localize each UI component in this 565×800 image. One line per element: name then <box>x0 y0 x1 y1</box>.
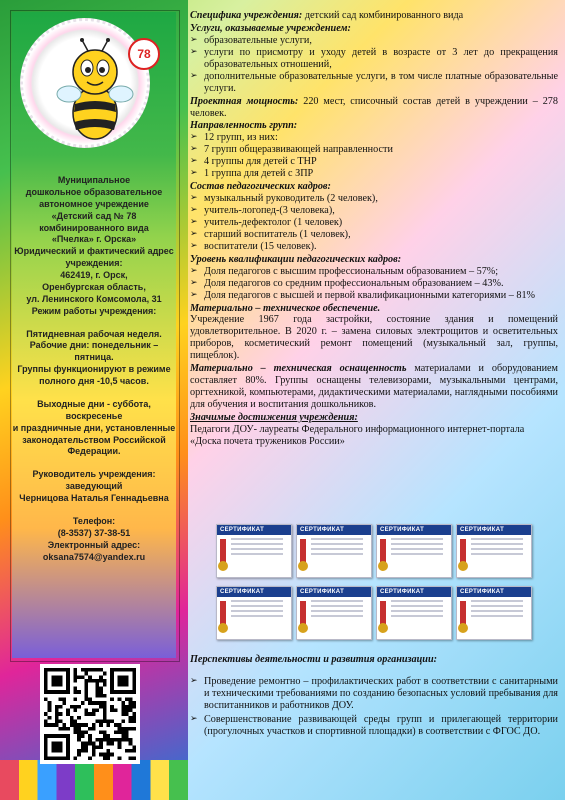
specialization-label: Специфика учреждения: <box>190 10 303 21</box>
books-decoration <box>0 760 188 800</box>
prospects-section <box>190 654 558 738</box>
org-name-line: Муниципальное <box>57 175 131 185</box>
qualification-heading: Уровень квалификации педагогических кадров: <box>190 253 402 265</box>
equipment-text: материалами и оборудованием составляет 80%. Группы оснащены телевизорами, музыкальными центрами, оргтехникой, компьютерами, дидактическими материалами, наглядными пособиями для обучения и воспитания дошкольников. <box>190 363 558 410</box>
list-item: ➢ воспитатели (15 человек). <box>190 241 558 253</box>
address-heading: Юридический и фактический адрес учреждения: <box>14 246 174 269</box>
qr-code[interactable] <box>40 664 140 764</box>
groups-heading: Направленность групп: <box>190 120 298 132</box>
achievements-heading: Значимые достижения учреждения: <box>190 411 358 423</box>
email-address: oksana7574@yandex.ru <box>42 551 146 562</box>
list-item: ➢ музыкальный руководитель (2 человек), <box>190 193 558 205</box>
hours-heading: Режим работы учреждения: <box>31 305 157 316</box>
specialization-text: детский сад комбинированного вида <box>302 10 464 21</box>
hours-line: Рабочие дни: понедельник – пятница. <box>29 340 159 363</box>
weekend-line: Федерации. <box>67 446 121 457</box>
hours-line: Группы функционируют в режиме <box>17 364 171 375</box>
list-item: ➢ учитель-дефектолог (1 человек) <box>190 217 558 229</box>
organization-info <box>12 175 176 563</box>
certificate-image <box>216 524 292 578</box>
achievements-section <box>190 412 558 448</box>
list-item: ➢ образовательные услуги, <box>190 35 558 47</box>
org-name-line: «Детский сад № 78 <box>51 210 137 221</box>
material-section <box>190 303 558 363</box>
certificate-image <box>456 586 532 640</box>
address-line: 462419, г. Орск, <box>60 270 128 280</box>
equipment-section <box>190 363 558 411</box>
list-item: ➢ старший воспитатель (1 человек), <box>190 229 558 241</box>
equipment-label: Материально – техническая оснащенность <box>190 363 407 375</box>
list-item: ➢ Совершенствование развивающей среды групп и прилегающей территории (прогулочных участков и спортивной площадки) в соответствии с ФГОС ДО. <box>190 714 558 738</box>
achievements-text: Педагоги ДОУ- лауреаты Федерального информационного интернет-портала «Доска почета тружеников России» <box>190 423 525 447</box>
prospects-heading: Перспективы деятельности и развития организации: <box>190 654 438 665</box>
material-text: Учреждение 1967 года застройки, состояние здания и помещений удовлетворительное. В 2020 г. – замена силовых электрощитов и осветительных приборов, косметический ремонт помещений (музыкальный зал, группы, пищеблок). <box>190 314 558 362</box>
hours-line: полного дня -10,5 часов. <box>39 376 149 386</box>
certificate-title: СЕРТИФИКАТ <box>297 525 371 535</box>
certificate-title: СЕРТИФИКАТ <box>457 525 531 535</box>
bee-mascot-icon <box>55 38 135 150</box>
head-name: Черницова Наталья Геннадьевна <box>19 493 169 503</box>
certificate-title: СЕРТИФИКАТ <box>297 587 371 597</box>
phone-heading: Телефон: <box>72 515 116 526</box>
certificate-image <box>376 524 452 578</box>
list-item: ➢ дополнительные образовательные услуги, в том числе платные образовательные услуги. <box>190 71 558 95</box>
certificate-image <box>296 524 372 578</box>
certificate-image <box>216 586 292 640</box>
head-title: заведующий <box>65 481 123 492</box>
capacity-label: Проектная мощность: <box>190 95 299 107</box>
org-name-line: комбинированного вида <box>39 222 149 233</box>
list-item: ➢ Доля педагогов с высшим профессиональным образованием – 57%; <box>190 266 558 278</box>
qualification-section <box>190 254 558 302</box>
certificate-image <box>376 586 452 640</box>
org-name-line: «Пчелка» г. Орска» <box>51 234 137 245</box>
org-name-line: автономное учреждение <box>39 198 149 209</box>
specialization <box>190 10 558 22</box>
qr-code-icon <box>44 668 136 760</box>
capacity <box>190 96 558 120</box>
services-section <box>190 23 558 95</box>
org-name-line: дошкольное образовательное <box>25 186 163 197</box>
services-heading: Услуги, оказываемые учреждением: <box>190 22 351 34</box>
staff-section <box>190 181 558 253</box>
staff-heading: Состав педагогических кадров: <box>190 181 331 193</box>
head-heading: Руководитель учреждения: <box>32 469 156 480</box>
groups-section <box>190 120 558 180</box>
list-item: ➢ Доля педагогов с высшей и первой квалификационными категориями – 81% <box>190 290 558 302</box>
list-item: ➢ Проведение ремонтно – профилактических работ в соответствии с санитарными и техническими требованиями по созданию безопасных условий пребывания для воспитанников и работников ДОУ. <box>190 676 558 712</box>
weekend-line: и праздничные дни, установленные <box>12 422 176 433</box>
list-item: ➢ 7 групп общеразвивающей направленности <box>190 144 558 156</box>
list-item: ➢ 1 группа для детей с ЗПР <box>190 168 558 180</box>
kindergarten-number-badge: 78 <box>128 38 160 70</box>
weekend-line: законодательством Российской <box>22 434 166 445</box>
email-heading: Электронный адрес: <box>47 539 141 550</box>
list-item: ➢ 12 групп, из них: <box>190 132 558 144</box>
certificate-image <box>296 586 372 640</box>
list-item: ➢ услуги по присмотру и уходу детей в возрасте от 3 лет до прекращения образовательных отношений, <box>190 47 558 71</box>
address-line: ул. Ленинского Комсомола, 31 <box>26 293 162 304</box>
certificate-title: СЕРТИФИКАТ <box>377 587 451 597</box>
material-heading: Материально – техническое обеспечение. <box>190 302 381 314</box>
weekend-line: Выходные дни - суббота, воскресенье <box>37 398 151 421</box>
address-line: Оренбургская область, <box>42 281 146 292</box>
certificate-title: СЕРТИФИКАТ <box>217 587 291 597</box>
certificate-title: СЕРТИФИКАТ <box>217 525 291 535</box>
certificate-title: СЕРТИФИКАТ <box>457 587 531 597</box>
certificate-image <box>456 524 532 578</box>
phone-number: (8-3537) 37-38-51 <box>57 527 131 538</box>
hours-line: Пятидневная рабочая неделя. <box>26 328 162 339</box>
capacity-text: 220 мест, списочный состав детей в учреждении – 278 человек. <box>190 95 558 119</box>
certificate-title: СЕРТИФИКАТ <box>377 525 451 535</box>
certificates-gallery <box>216 524 550 642</box>
list-item: ➢ учитель-логопед-(3 человека), <box>190 205 558 217</box>
list-item: ➢ Доля педагогов со средним профессиональным образованием – 43%. <box>190 278 558 290</box>
list-item: ➢ 4 группы для детей с ТНР <box>190 156 558 168</box>
